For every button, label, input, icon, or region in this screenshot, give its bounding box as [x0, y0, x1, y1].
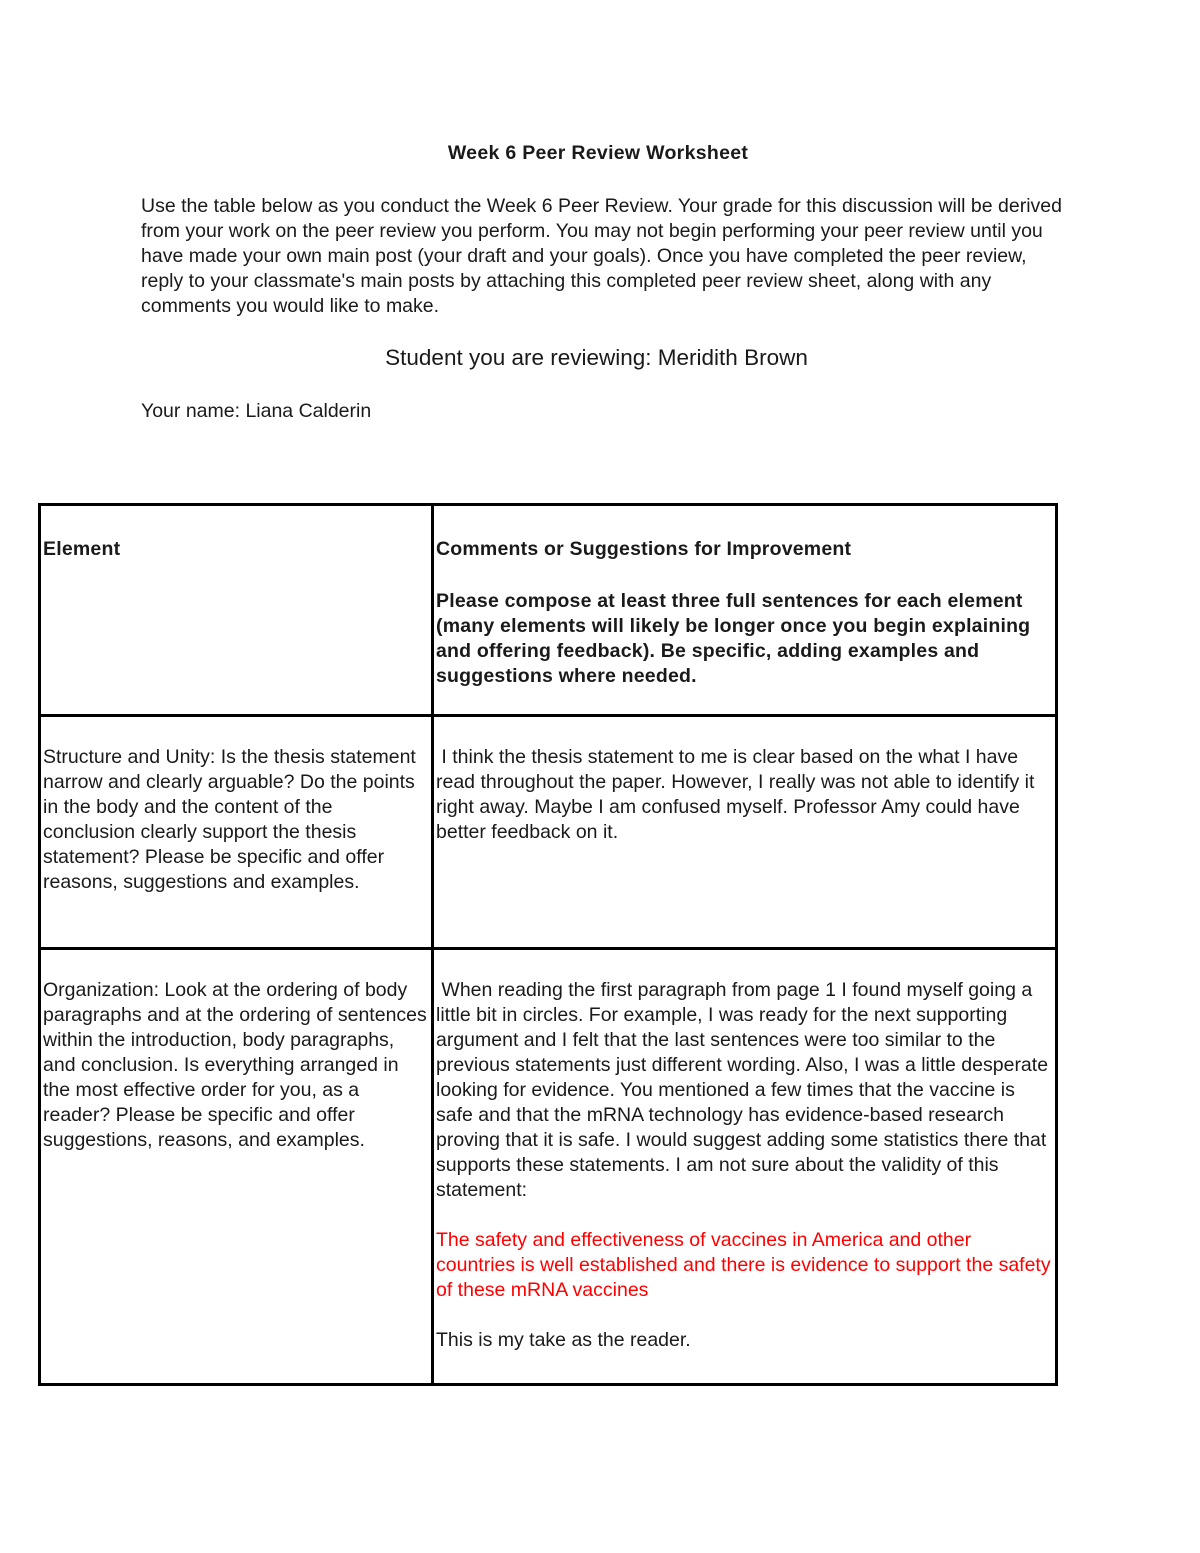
comments-header-cell: [433, 505, 1057, 716]
element-cell: [40, 949, 433, 1385]
reviewer-comment: When reading the first paragraph from page 1 I found myself going a little bit in circles. For example, I was ready for the next supporting argument and I felt that the last sentences were too similar to the previous statements just different wording. Also, I was a little desperate looking for evidence. You mentioned a few times that the vaccine is safe and that the mRNA technology has evidence-based research proving that it is safe. I would suggest adding some statistics there that supports these statements. I am not sure about the validity of this statement:: [436, 979, 1054, 1201]
element-cell: [40, 716, 433, 949]
reviewer-name-line: [141, 400, 371, 423]
quoted-statement: The safety and effectiveness of vaccines in America and other countries is well established and there is evidence to support the safety of these mRNA vaccines: [436, 1229, 1051, 1301]
element-header-cell: [40, 505, 433, 716]
table-row-structure-unity: [40, 716, 1057, 949]
element-description: Structure and Unity: Is the thesis statement narrow and clearly arguable? Do the points in the body and the content of the conclusion clearly support the thesis statement? Please be specific and offer reasons, suggestions and examples.: [43, 746, 416, 893]
element-column-header: Element: [43, 538, 121, 560]
comments-column-header: Comments or Suggestions for Improvement: [436, 538, 852, 560]
peer-review-table: [38, 503, 1058, 1386]
page-title: Week 6 Peer Review Worksheet: [447, 142, 749, 164]
table-row-organization: [40, 949, 1057, 1385]
reviewer-comment: I think the thesis statement to me is clear based on the what I have read throughout the paper. However, I really was not able to identify it right away. Maybe I am confused myself. Professor Amy could have better feedback on it.: [436, 746, 1040, 843]
table-header-row: [40, 505, 1057, 716]
comment-cell: [433, 716, 1057, 949]
reviewer-name-label: Your name:: [141, 400, 241, 422]
instructions-paragraph: Use the table below as you conduct the Week 6 Peer Review. Your grade for this discussion will be derived from your work on the peer review you perform. You may not begin performing your peer review until you have made your own main post (your draft and your goals). Once you have completed the peer review, reply to your classmate's main posts by attaching this completed peer review sheet, along with any comments you would like to make.: [141, 195, 1062, 317]
comments-instructions: Please compose at least three full sentences for each element (many elements will likely be longer once you begin explaining and offering feedback). Be specific, adding examples and suggestions where needed.: [436, 590, 1031, 687]
student-being-reviewed: Student you are reviewing: Meridith Brown: [385, 345, 808, 370]
element-description: Organization: Look at the ordering of body paragraphs and at the ordering of sentences within the introduction, body paragraphs, and conclusion. Is everything arranged in the most effective order for you, as a reader? Please be specific and offer suggestions, reasons, and examples.: [43, 979, 427, 1151]
closing-remark: This is my take as the reader.: [436, 1329, 691, 1351]
reviewer-name-value: Liana Calderin: [245, 400, 372, 422]
comment-cell: [433, 949, 1057, 1385]
